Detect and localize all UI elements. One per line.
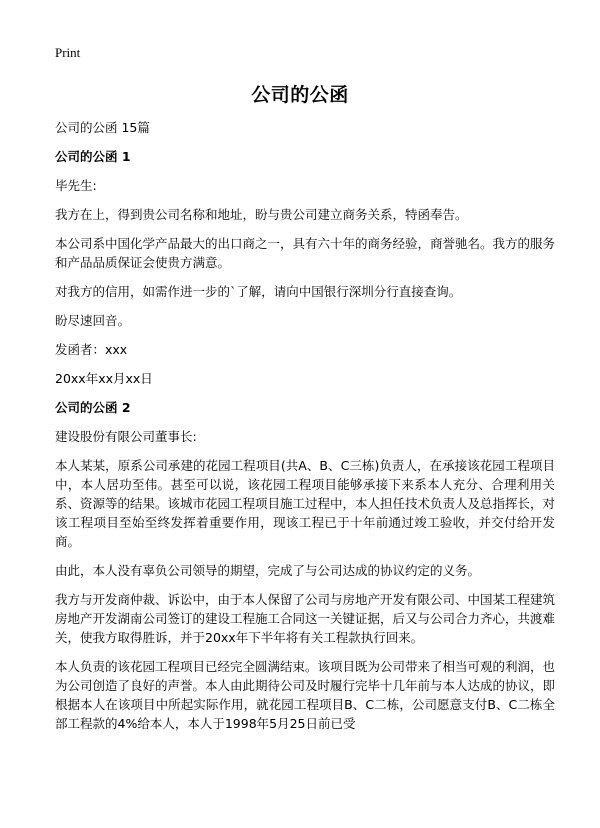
letter2-paragraph: 本人某某，原系公司承建的花园工程项目(共A、B、C三栋)负责人，在承接该花园工程项目中，本人居功至伟。甚至可以说，该花园工程项目能够承接下来系本人充分、合理利用关系、资源等的结果。该城市花园工程项目施工过程中，本人担任技术负责人及总指挥长，对该工程项目至始至终发挥着重要作用，现该工程已于十年前通过竣工验收，并交付给开发商。 [55, 458, 556, 549]
letter1-sender: 发函者：xxx [55, 342, 128, 357]
letter1-paragraph: 本公司系中国化学产品最大的出口商之一，具有六十年的商务经验，商誉驰名。我方的服务和产品品质保证会使贵方满意。 [55, 236, 556, 270]
document-body [55, 118, 555, 743]
print-label: Print [55, 45, 81, 60]
letter2-heading: 公司的公函 2 [55, 400, 131, 415]
letter2-paragraph: 由此，本人没有辜负公司领导的期望，完成了与公司达成的协议约定的义务。 [55, 563, 481, 578]
letter1-paragraph: 对我方的信用，如需作进一步的`了解，请向中国银行深圳分行直接查询。 [55, 284, 462, 299]
letter2-recipient: 建设股份有限公司董事长: [55, 429, 197, 444]
letter1-heading: 公司的公函 1 [55, 149, 131, 164]
page-title: 公司的公函 [251, 84, 349, 106]
letter1-date: 20xx年xx月xx日 [55, 371, 153, 386]
letter1-paragraph: 我方在上，得到贵公司名称和地址，盼与贵公司建立商务关系，特函奉告。 [55, 207, 468, 222]
intro-line: 公司的公函 15篇 [55, 120, 150, 135]
letter1-paragraph: 盼尽速回音。 [55, 313, 131, 328]
letter2-paragraph: 我方与开发商仲裁、诉讼中，由于本人保留了公司与房地产开发有限公司、中国某工程建筑房地产开发湖南公司签订的建设工程施工合同这一关键证据，后又与公司合力齐心，共渡难关，使我方取得胜诉，并于20xx年下半年将有关工程款执行回来。 [55, 592, 556, 645]
letter2-paragraph: 本人负责的该花园工程项目已经完全圆满结束。该项目既为公司带来了相当可观的利润，也为公司创造了良好的声誉。本人由此期待公司及时履行完毕十几年前与本人达成的协议，即根据本人在该项目中所起实际作用，就花园工程项目B、C二栋，公司愿意支付B、C二栋全部工程款的4%给本人，本人于1998年5月25日前已受 [55, 659, 556, 731]
letter1-salutation: 毕先生: [55, 178, 97, 193]
